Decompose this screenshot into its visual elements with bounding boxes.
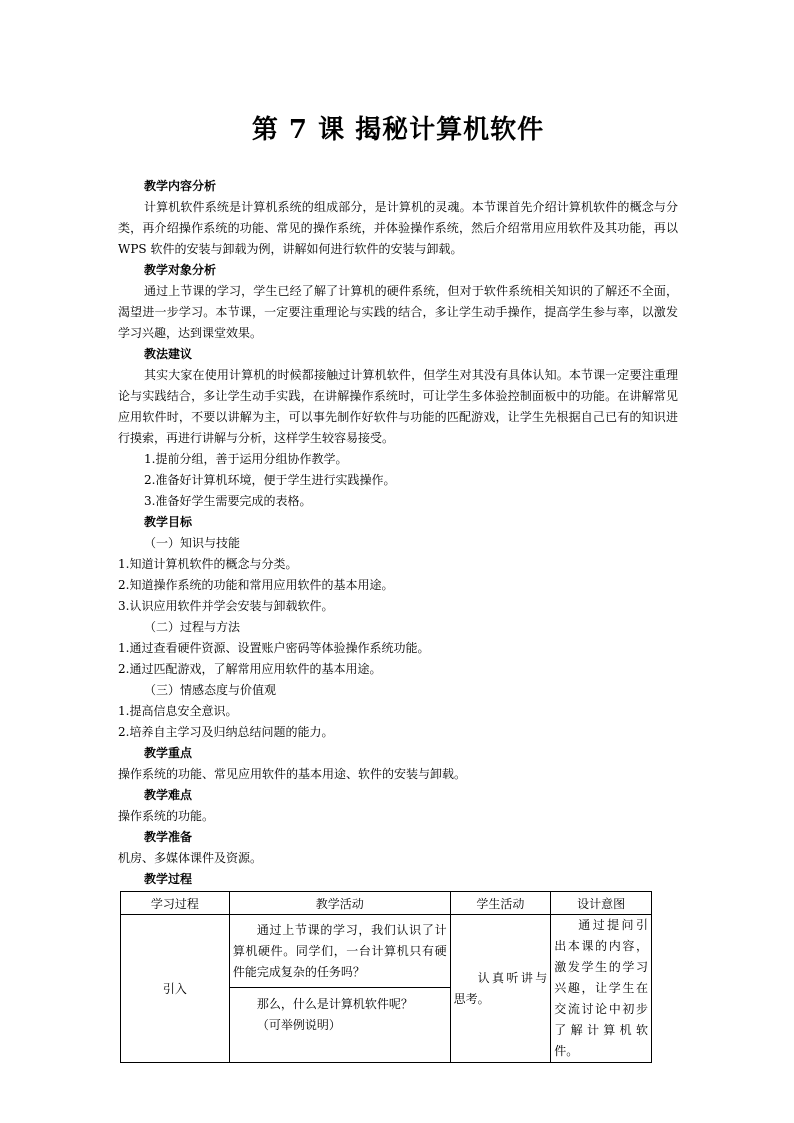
list-item: 2.准备好计算机环境，便于学生进行实践操作。 — [144, 473, 396, 487]
paragraph-object: 通过上节课的学习，学生已经了解了计算机的硬件系统，但对于软件系统相关知识的了解还不全面，渴望进一步学习。本节课，一定要注重理论与实践的结合，多让学生动手操作，提高学生参与率，以激发学习兴趣，达到课堂效果。 — [118, 284, 678, 340]
list-item: 1.提前分组，善于运用分组协作教学。 — [144, 452, 348, 466]
section-heading-object: 教学对象分析 — [144, 263, 217, 277]
document-page — [118, 106, 678, 1063]
section-heading-prep: 教学准备 — [144, 830, 193, 844]
paragraph-key: 操作系统的功能、常见应用软件的基本用途、软件的安装与卸载。 — [118, 767, 467, 781]
intent-text: 通过提问引出本课的内容，激发学生的学习兴趣，让学生在交流讨论中初步了解计算机软件。 — [554, 918, 648, 1058]
page-title: 第 7 课 揭秘计算机软件 — [251, 115, 545, 145]
list-item: 2.知道操作系统的功能和常用应用软件的基本用途。 — [118, 578, 394, 592]
table-cell-activity — [229, 988, 450, 1063]
list-item: 2.培养自主学习及归纳总结问题的能力。 — [118, 725, 334, 739]
paragraph-difficulty: 操作系统的功能。 — [118, 809, 215, 823]
process-table — [120, 891, 652, 1063]
subheading: （三）情感态度与价值观 — [144, 683, 277, 697]
section-heading-difficulty: 教学难点 — [144, 788, 193, 802]
table-header-cell: 学生活动 — [450, 892, 551, 915]
table-cell-student — [450, 915, 551, 1063]
table-header-cell: 教学活动 — [229, 892, 450, 915]
table-header-cell: 学习过程 — [121, 892, 230, 915]
section-heading-process: 教学过程 — [144, 872, 193, 886]
activity-text: 通过上节课的学习，我们认识了计算机硬件。同学们，一台计算机只有硬件能完成复杂的任务吗？ — [232, 922, 447, 979]
list-item: 1.提高信息安全意识。 — [118, 704, 238, 718]
table-cell-stage: 引入 — [121, 915, 230, 1063]
list-item: 1.通过查看硬件资源、设置账户密码等体验操作系统功能。 — [118, 641, 430, 655]
activity-text: 那么，什么是计算机软件呢？ — [256, 997, 413, 1012]
table-cell-activity — [229, 915, 450, 988]
table-cell-intent — [551, 915, 652, 1063]
subheading: （一）知识与技能 — [144, 536, 241, 550]
table-header-row — [121, 892, 652, 915]
paragraph-prep: 机房、多媒体课件及资源。 — [118, 851, 263, 865]
subheading: （二）过程与方法 — [144, 620, 241, 634]
paragraph-content: 计算机软件系统是计算机系统的组成部分，是计算机的灵魂。本节课首先介绍计算机软件的概念与分类，再介绍操作系统的功能、常见的操作系统，并体验操作系统，然后介绍常用应用软件及其功能，再以 WPS 软件的安装与卸载为例，讲解如何进行软件的安装与卸载。 — [118, 200, 678, 256]
section-heading-content: 教学内容分析 — [144, 179, 217, 193]
table-header-cell: 设计意图 — [551, 892, 652, 915]
section-heading-method: 教法建议 — [144, 347, 193, 361]
paragraph-method: 其实大家在使用计算机的时候都接触过计算机软件，但学生对其没有具体认知。本节课一定要注重理论与实践结合，多让学生动手实践，在讲解操作系统时，可让学生多体验控制面板中的功能。在讲解常见应用软件时，不要以讲解为主，可以事先制作好软件与功能的匹配游戏，让学生先根据自己已有的知识进行摸索，再进行讲解与分析，这样学生较容易接受。 — [118, 368, 678, 445]
table-row — [121, 915, 652, 988]
student-text: 认真听讲与思考。 — [453, 970, 548, 1006]
list-item: 3.认识应用软件并学会安装与卸载软件。 — [118, 599, 334, 613]
section-heading-key: 教学重点 — [144, 746, 193, 760]
list-item: 3.准备好学生需要完成的表格。 — [144, 494, 312, 508]
list-item: 2.通过匹配游戏，了解常用应用软件的基本用途。 — [118, 662, 382, 676]
activity-note: （可举例说明） — [256, 1018, 341, 1033]
list-item: 1.知道计算机软件的概念与分类。 — [118, 557, 298, 571]
section-heading-goals: 教学目标 — [144, 515, 193, 529]
